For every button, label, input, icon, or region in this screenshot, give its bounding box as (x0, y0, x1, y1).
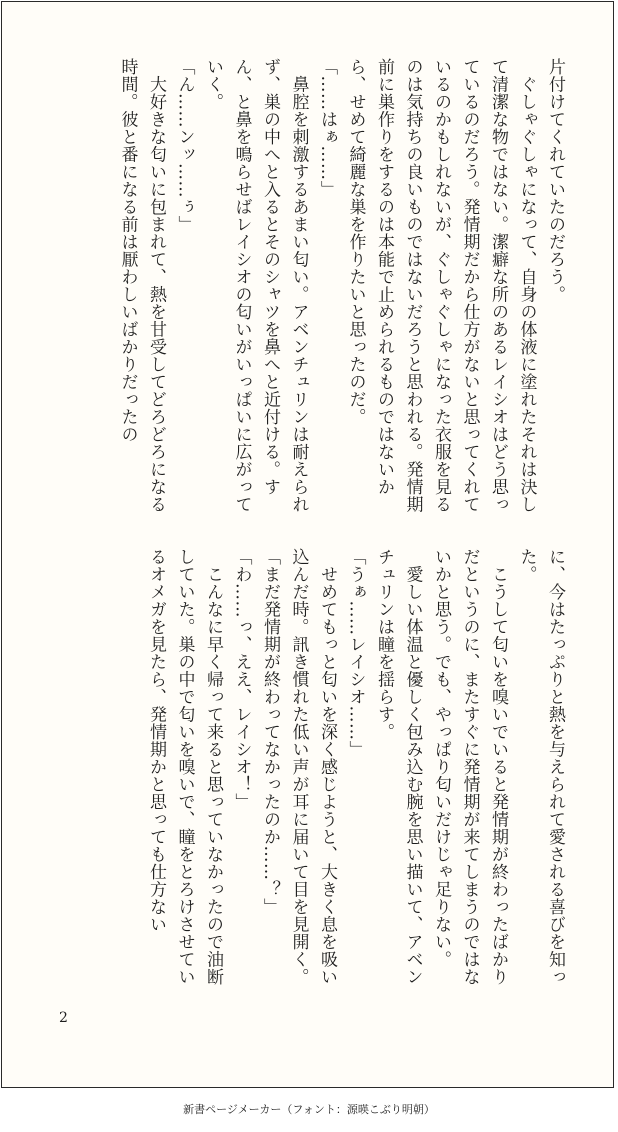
paragraph: 愛しい体温と優しく包み込む腕を思い描いて、アベンチュリンは瞳を揺らす。 (374, 548, 423, 986)
page-frame (1, 1, 614, 1088)
paragraph: 片付けてくれていたのだろう。 (545, 58, 565, 303)
paragraph: に、今はたっぷりと熱を与えられて愛される喜びを知った。 (516, 548, 565, 986)
paragraph: こうして匂いを嗅いでいると発情期が終わったばかりだというのに、またすぐに発情期が来てしまうのではないかと思う。でも、やっぱり匂いだけじゃ足りない。 (431, 548, 508, 986)
page-number: 2 (59, 1010, 68, 1026)
footer-credit: 新書ページメーカー（フォント：源暎こぶり明朝） (183, 1103, 435, 1116)
dialogue-line: 「うぁ……レイシオ……」 (345, 548, 366, 758)
paragraph: こんなに早く帰って来ると思っていなかったので油断していた。巣の中で匂いを嗅いで、瞳をとろけさせているオメガを見たら、発情期かと思っても仕方ない (146, 548, 223, 986)
paragraph: 鼻腔を刺激するあまい匂い。アベンチュリンは耐えられず、巣の中へと入るとそのシャツを鼻へと近付ける。すん、と鼻を鳴らせばレイシオの匂いがいっぱいに広がっていく。 (203, 58, 309, 513)
dialogue-line: 「……はぁ……」 (317, 58, 337, 198)
lower-text-block (49, 548, 569, 998)
paragraph: せめてもっと匂いを深く感じようと、大きく息を吸い込んだ時。訊き慣れた低い声が耳に届いて目を見開く。 (288, 548, 337, 986)
dialogue-line: 「わ……っ、ええ、レイシオ！」 (231, 548, 252, 811)
paragraph: 大好きな匂いに包まれて、熱を甘受してどろどろになる時間。彼と番になる前は厭わしいばかりだったの (117, 58, 166, 513)
dialogue-line: 「ん……ンッ……ぅ」 (174, 58, 195, 233)
upper-text-block (49, 58, 569, 526)
paragraph: ぐしゃぐしゃになって、自身の体液に塗れたそれは決して清潔な物ではない。潔癖な所のあるレイシオはどう思っているのだろう。発情期だから仕方がないと思ってくれているのかもしれないが、ぐしゃぐしゃになった衣服を見るのは気持ちの良いものではないだろうと思われる。発情期前に巣作りをするのは本能で止められるものではないから、せめて綺麗な巣を作りたいと思ったのだ。 (345, 58, 537, 513)
dialogue-line: 「まだ発情期が終わってなかったのか……？」 (260, 548, 280, 916)
